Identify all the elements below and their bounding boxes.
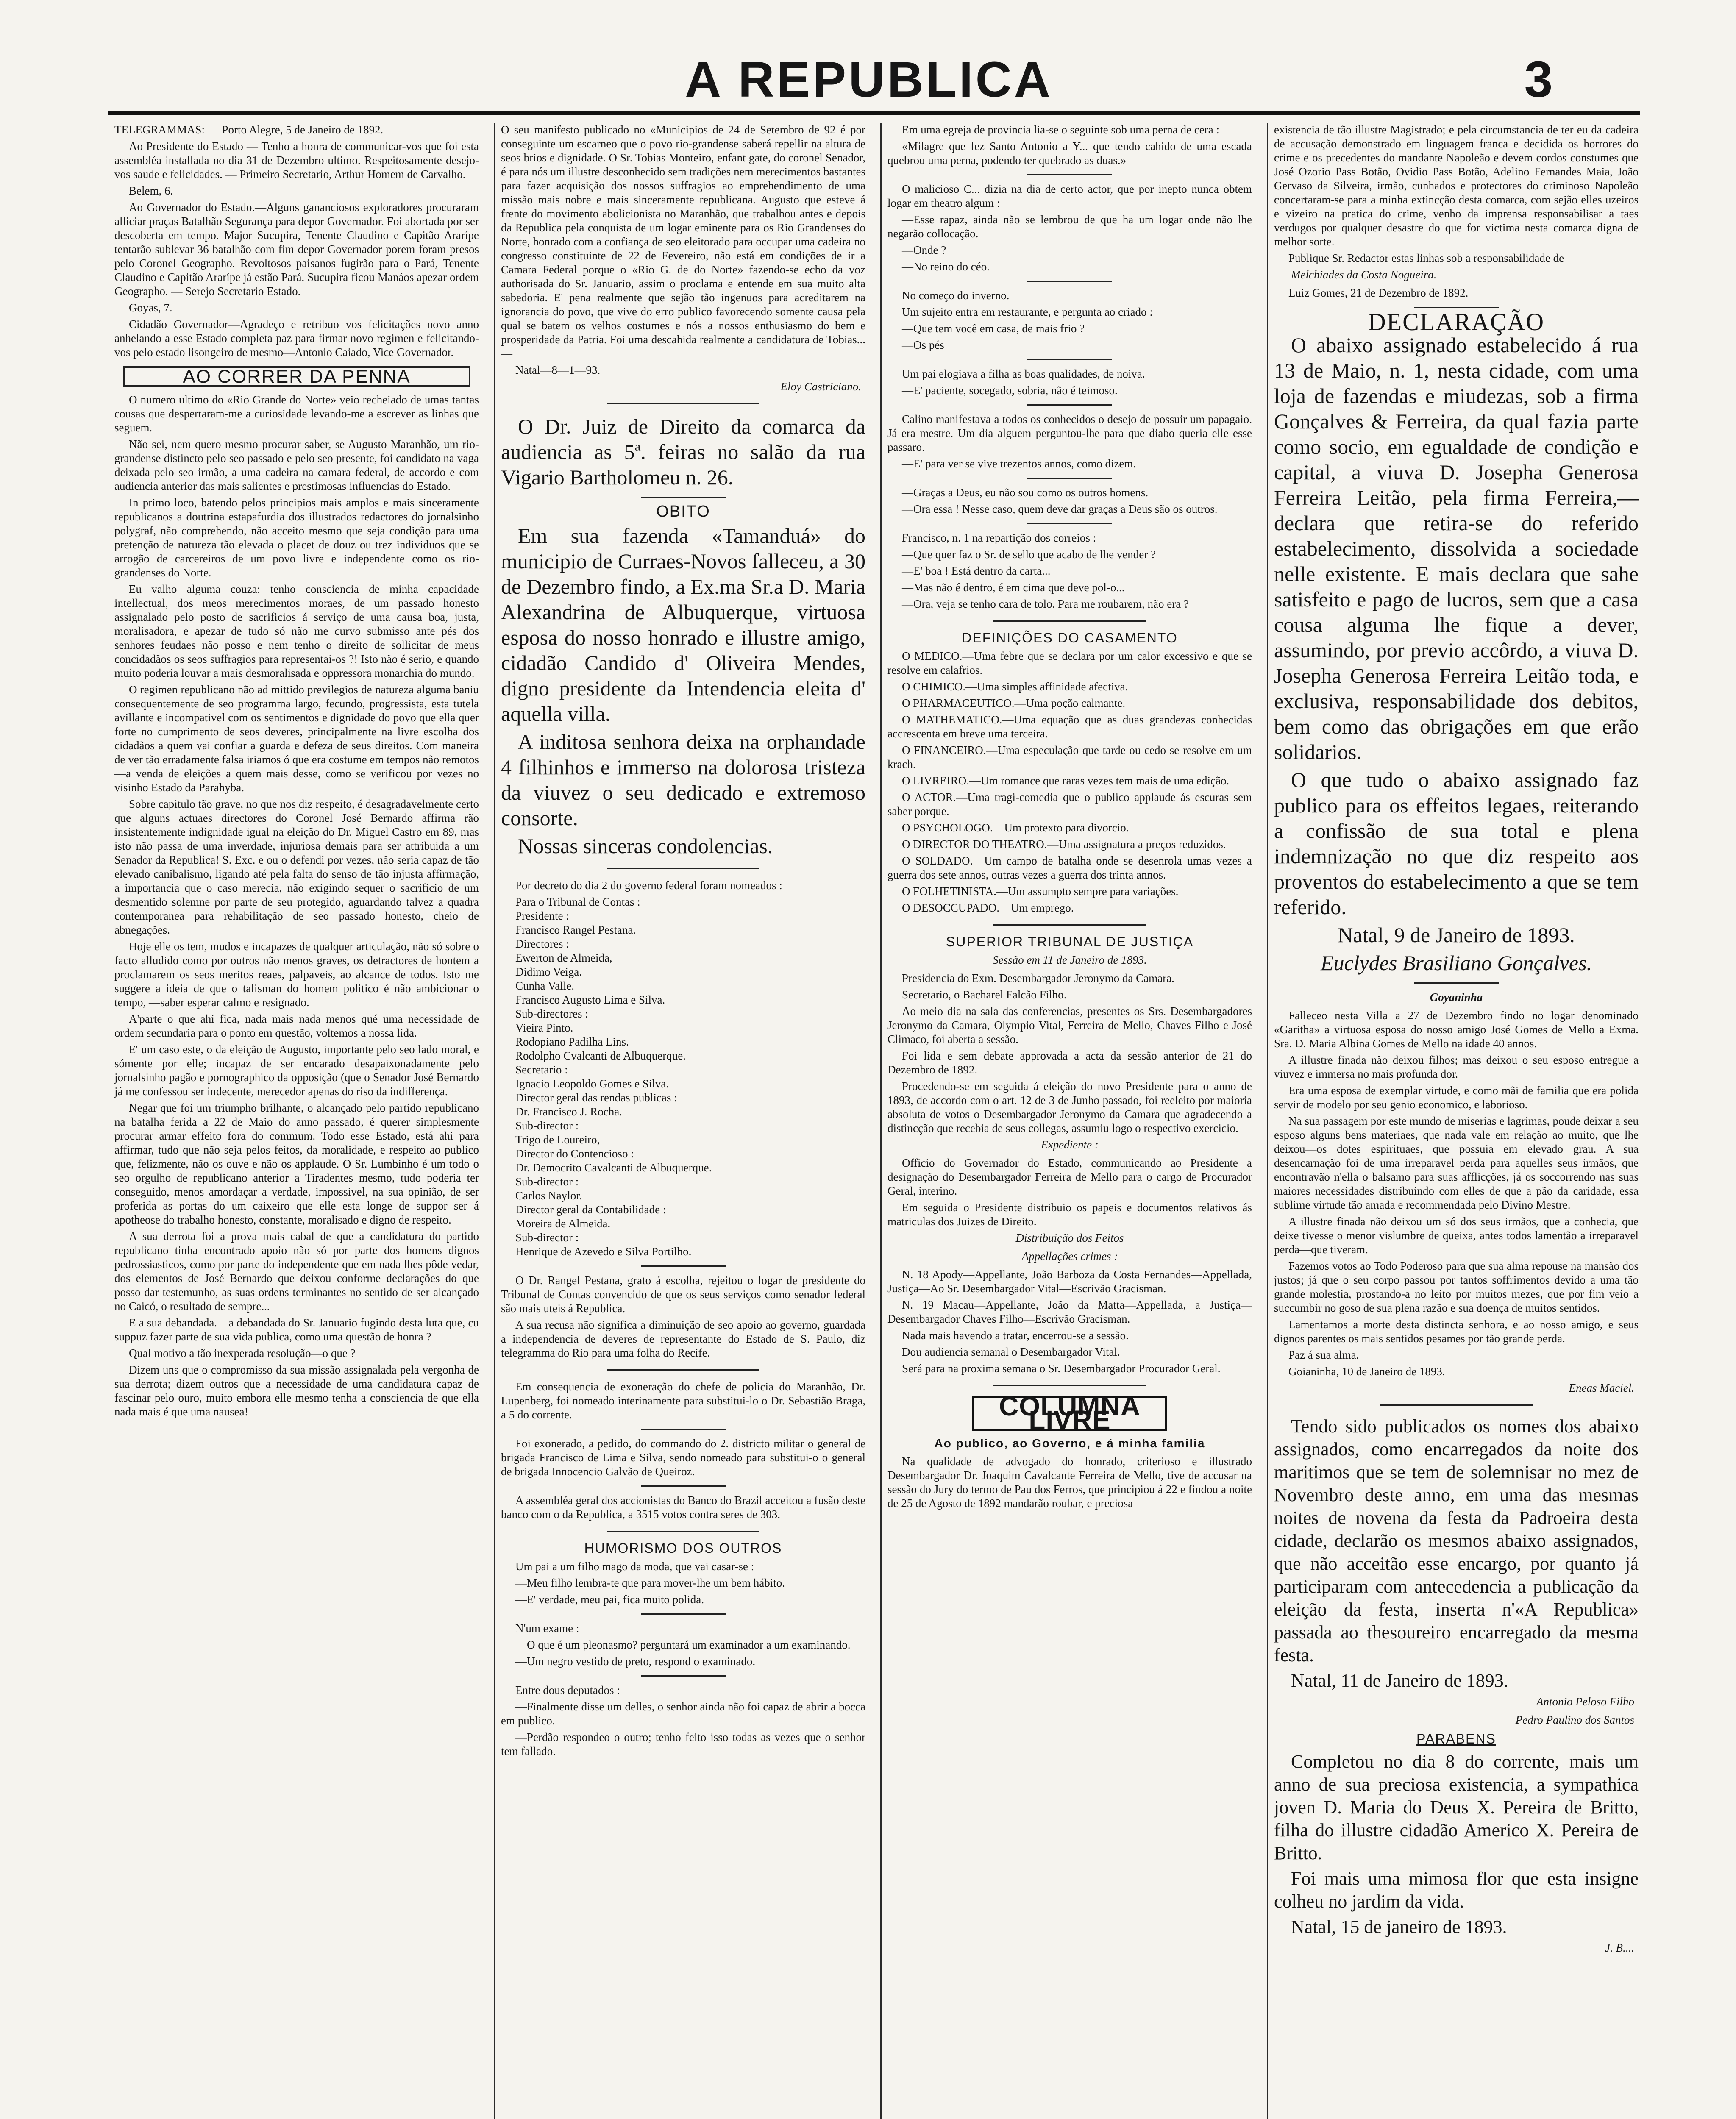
decreto-line: Carlos Naylor.: [515, 1189, 582, 1202]
anecdote-line: —Graças a Deus, eu não sou como os outros homens.: [902, 486, 1149, 499]
tribunal-paragraph: N. 19 Macau—Appellante, João da Matta—Appellada, a Justiça—Desembargador Chaves Filho—Escrivão Gracisman.: [887, 1299, 1252, 1325]
goyaninha-heading: Goyaninha: [1430, 991, 1483, 1004]
decreto-line: Francisco Augusto Lima e Silva.: [515, 993, 665, 1006]
column-1: [114, 123, 479, 2119]
anecdote-line: Em uma egreja de provincia lia-se o seguinte sob uma perna de cera :: [902, 123, 1219, 136]
humor-line: N'um exame :: [515, 1622, 579, 1635]
article-paragraph: Eu valho alguma couza: tenho consciencia de minha capacidade intellectual, dos meos merecimentos moraes, de um passado honesto assignalado pelo posto de sacrificios á serviço de uma causa boa, justa, moralisadora, e apezar de tudo só não me curvo submisso ante pés dos senhores feudaes não posso e nem tenho o direito de sollicitar de meus concidadãos os seos suffragios para representai-os ?! Isto não é serio, e quando muito poderia louvar a mais desmoralisada e oppressora monarchia do mundo.: [114, 583, 479, 679]
decreto-line: Director geral das rendas publicas :: [515, 1091, 677, 1104]
declaracao-section: [1274, 332, 1639, 976]
goyaninha-paragraph: Na sua passagem por este mundo de miserias e lagrimas, poude deixar a seu esposo alguns bens materiaes, que nada vale em relação ao muito, que lhe deixou—os dotes espirituaes, que possuia em elevado grau. A sua desencarnação foi de uma irreparavel perda para aquelles seus irmãos, que encontravão n'ella o balsamo para suas afflicções, já os soccorrendo nas suas maiores necessidades distribuindo com elles de que a pão da caridade, essa sublime virtude tão amada e recommendada pelo Divino Mestre.: [1274, 1115, 1639, 1211]
article-ao-correr-da-penna: [114, 393, 479, 1419]
telegrams-section: [114, 123, 479, 359]
anecdotes-section: [887, 123, 1252, 611]
appellacoes-heading: Appellações crimes :: [1021, 1250, 1118, 1263]
definition-line: O DESOCCUPADO.—Um emprego.: [902, 901, 1074, 914]
columna-livre-paragraph: Publique Sr. Redactor estas linhas sob a responsabilidade de: [1288, 252, 1564, 264]
separator-rule: [641, 497, 726, 498]
humor-line: Um pai a um filho mago da moda, que vai casar-se :: [515, 1560, 754, 1573]
column-divider: [494, 123, 495, 2119]
decreto-line: Secretario :: [515, 1063, 568, 1076]
article-paragraph: E' um caso este, o da eleição de Augusto, importante pelo seo lado moral, e sómente por elle; incapaz de ser encarado desapaixonadamente pelo jornalsinho pagão e pornographico da opposição (que o Senador José Bernardo já me confessou ser indecente, merecedor apenas do riso da indifferença.: [114, 1043, 479, 1098]
goyaninha-paragraph: Fazemos votos ao Todo Poderoso para que sua alma repouse na mansão dos justos; já que o seu corpo passou por tantos soffrimentos devido a uma tão grande molestia, prostando-a no leito por muitos mezes, que por fim veio a succumbir no goso de sua plena razão e sua doença de muitos sentidos.: [1274, 1260, 1639, 1314]
masthead: [0, 0, 1736, 110]
masthead-rule: [108, 111, 1640, 115]
expediente-heading: Expediente :: [1041, 1138, 1099, 1151]
goyaninha-section: [1274, 1009, 1639, 1395]
article-paragraph: O seu manifesto publicado no «Municipios de 24 de Setembro de 92 é por conseguinte um escarneo que o povo rio-grandense saberá repellir na altura de seos brios e dignidade. O Sr. Tobias Monteiro, enfant gate, do coronel Senador, é para nós um illustre desconhecido sem tradições nem merecimentos bastantes para fazer acquisição dos nossos suffragios ao emprehendimento de uma missão mais nobre e mais sinceramente republicana. Augusto que esteve á frente do movimento abolicionista no Maranhão, que trabalhou antes e depois da Republica pela conquista de um logar eminente para os Rio Grandenses do Norte, honrado com a confiança de seo eleitorado para occupar uma cadeira no congresso constituinte de 22 de Fevereiro, não está em condições de ir a Camara Federal porque o «Rio G. de do Norte» fazendo-se echo da voz authorisada do Sr. Januario, assim o proclama e entende em sua muito alta sabedoria. E' pena realmente que sejão tão ingenuos para acreditarem na ignorancia do povo, que vive do erro publico favorecendo somente causa pela qual se batem os velhos costumes e nós a nossos enthusiasmo do bem e prosperidade da Patria. Foi uma descahida realmente a candidatura de Tobias...—: [501, 123, 865, 360]
section-heading-columna-livre: COLUMNA LIVRE: [972, 1396, 1167, 1431]
anecdote-line: —No reino do céo.: [902, 260, 990, 273]
humor-line: —O que é um pleonasmo? perguntará um examinador a um examinando.: [515, 1638, 851, 1651]
pestana-paragraph: O Dr. Rangel Pestana, grato á escolha, rejeitou o logar de presidente do Tribunal de Contas convencido de que os seus serviços como senador federal são mais uteis á Republica.: [501, 1274, 865, 1315]
news-paragraph: Em consequencia de exoneração do chefe de policia do Maranhão, Dr. Lupenberg, foi nomeado interinamente para substitui-lo o Dr. Sebastião Braga, a 5 do corrente.: [501, 1380, 865, 1421]
section-heading-definicoes: DEFINIÇÕES DO CASAMENTO: [962, 630, 1178, 645]
separator-rule: [1027, 359, 1112, 360]
separator-rule: [607, 1369, 760, 1371]
anecdote-line: —Ora essa ! Nesse caso, quem deve dar graças a Deus são os outros.: [902, 503, 1218, 515]
humor-line: —Finalmente disse um delles, o senhor ainda não foi capaz de abrir a bocca em publico.: [501, 1700, 865, 1727]
article-paragraph: In primo loco, batendo pelos principios mais amplos e mais sinceramente republicanos a doutrina estapafurdia dos illustrados redactores do jornalsinho polygraf, não comprehendo, não acceito mesmo que seja condição para uma pretenção de natureza tão elevada o placet de douz ou trez individuos que se arrogão de carcereiros de um povo livre e independente como os rio-grandenses do Norte.: [114, 496, 479, 579]
decreto-line: Rodopiano Padilha Lins.: [515, 1035, 629, 1048]
section-heading-parabens: PARABENS: [1416, 1731, 1496, 1746]
notice-juiz: [501, 414, 865, 490]
anecdote-line: —Que tem você em casa, de mais frio ?: [902, 322, 1085, 335]
anecdote-line: Francisco, n. 1 na repartição dos correios :: [902, 531, 1096, 544]
novena-paragraph: Tendo sido publicados os nomes dos abaixo assignados, como encarregados da noite dos maritimos que se tem de solemnisar no mez de Novembro deste anno, em uma das mesmas noites de novena da festa da Padroeira desta cidade, declarão os mesmos abaixo assignados, que não acceitão esse encargo, por quanto já participaram com antecedencia a publicação da eleição da festa, inserta n'«A Republica» passada ao thesoureiro encarregado da mesma festa.: [1274, 1416, 1639, 1666]
definition-line: O CHIMICO.—Uma simples affinidade afectiva.: [902, 680, 1128, 693]
anecdote-line: Um sujeito entra em restaurante, e pergunta ao criado :: [902, 306, 1153, 318]
columna-livre-signature: Melchiades da Costa Nogueira.: [1291, 268, 1437, 281]
humor-line: —Meu filho lembra-te que para mover-lhe um bem hábito.: [515, 1577, 785, 1589]
novena-section: [1274, 1415, 1639, 1692]
anecdote-line: Um pai elogiava a filha as boas qualidades, de noiva.: [902, 367, 1145, 380]
tribunal-section: [887, 971, 1252, 1376]
parabens-signature: J. B....: [1605, 1941, 1634, 1954]
obito-section: [501, 523, 865, 859]
telegram-paragraph: Ao Presidente do Estado — Tenho a honra de communicar-vos que foi esta assembléa installada no dia 31 de Dezembro ultimo. Respeitosamente desejo-vos saude e felicidades. — Primeiro Secretario, Arthur Homem de Carvalho.: [114, 140, 479, 181]
separator-rule: [1027, 478, 1112, 479]
decreto-line: Trigo de Loureiro,: [515, 1133, 600, 1146]
anecdote-line: O malicioso C... dizia na dia de certo actor, que por inepto nunca obtem logar em theatro algum :: [887, 183, 1252, 209]
anecdote-line: —Os pés: [902, 339, 944, 351]
column-4: [1274, 123, 1639, 2119]
separator-rule: [1414, 982, 1499, 984]
humor-line: Entre dous deputados :: [515, 1684, 620, 1696]
telegram-paragraph: Ao Governador do Estado.—Alguns gananciosos exploradores procuraram alliciar praças Batalhão Segurança para depor Governador. Foi abortada por ser descoberta em tempo. Major Sucupira, Tenente Claudino e Capitão Ararípe tentarão sublevar 36 batalhão com fim depor Governador porem foram presos pelo Coronel Geographo. Revoltosos paisanos fugirão para o Pará, Tenente Claudino e Capitão Ararípe já estão Pará. Sucupira ficou Manáos apezar ordem Geographo. — Serejo Secretario Estado.: [114, 201, 479, 298]
column-divider: [880, 123, 882, 2119]
section-heading-superior-tribunal: SUPERIOR TRIBUNAL DE JUSTIÇA: [946, 934, 1194, 949]
novena-signature: Antonio Peloso Filho: [1536, 1695, 1634, 1708]
separator-rule: [1027, 404, 1112, 406]
novena-signature: Pedro Paulino dos Santos: [1515, 1713, 1634, 1726]
decreto-line: Vieira Pinto.: [515, 1021, 573, 1034]
decreto-line: Presidente :: [515, 909, 569, 922]
anecdote-line: —Onde ?: [902, 244, 946, 256]
decreto-line: Henrique de Azevedo e Silva Portilho.: [515, 1245, 692, 1258]
decreto-line: Ewerton de Almeida,: [515, 951, 612, 964]
section-heading-ao-correr-da-penna: AO CORRER DA PENNA: [123, 366, 470, 387]
publico-paragraph: Na qualidade de advogado do honrado, criterioso e illustrado Desembargador Dr. Joaquim Cavalcante Ferreira de Mello, tive de accusar na sessão do Jury do termo de Pau dos Ferros, que principiou á 22 e findou a noite de 25 de Agosto de 1892 mandarão roubar, e preciosa: [887, 1455, 1252, 1510]
humor-section: [501, 1560, 865, 1758]
tribunal-paragraph: Dou audiencia semanal o Desembargador Vital.: [902, 1346, 1120, 1358]
tribunal-paragraph: Presidencia do Exm. Desembargador Jeronymo da Camara.: [902, 972, 1174, 984]
decreto-line: Ignacio Leopoldo Gomes e Silva.: [515, 1077, 669, 1090]
definition-line: O MATHEMATICO.—Uma equação que as duas grandezas conhecidas accrescenta em breve uma terceira.: [887, 713, 1252, 740]
tribunal-paragraph: Foi lida e sem debate approvada a acta da sessão anterior de 21 do Dezembro de 1892.: [887, 1049, 1252, 1076]
decreto-line: Francisco Rangel Pestana.: [515, 923, 636, 936]
decreto-line: Sub-director :: [515, 1119, 579, 1132]
definition-line: O PSYCHOLOGO.—Um protexto para divorcio.: [902, 821, 1129, 834]
definition-line: O FOLHETINISTA.—Um assumpto sempre para variações.: [902, 885, 1179, 898]
decreto-list: [501, 895, 865, 1259]
decreto-line: Dr. Francisco J. Rocha.: [515, 1105, 622, 1118]
tribunal-paragraph: N. 18 Apody—Appellante, João Barboza da Costa Fernandes—Appellada, Justiça—Ao Sr. Desembargador Vital—Escrivão Gracisman.: [887, 1268, 1252, 1295]
telegram-paragraph: Goyas, 7.: [129, 301, 172, 314]
distribuicao-heading: Distribuição dos Feitos: [1015, 1232, 1124, 1244]
article-paragraph: E a sua debandada.—a debandada do Sr. Januario fugindo desta luta que, cu suppuz fazer parte de sua vida publica, como uma questão de honra ?: [114, 1316, 479, 1343]
tribunal-paragraph: Será para na proxima semana o Sr. Desembargador Procurador Geral.: [902, 1362, 1221, 1375]
article-paragraph: Não sei, nem quero mesmo procurar saber, se Augusto Maranhão, um rio-grandense distincto pelo seo passado e pelo seo presente, foi candidato na vaga deixada pelo seo irmão, a uma cadeira na camara federal, de accordo e com audiencia anterior das mais salientes e prestimosas influencias do Estado.: [114, 438, 479, 492]
anecdote-line: «Milagre que fez Santo Antonio a Y... que tendo cahido de uma escada quebrou uma perna, podendo ter quebrado as duas.»: [887, 140, 1252, 167]
definition-line: O ACTOR.—Uma tragi-comedia que o publico applaude ás escuras sem saber porque.: [887, 791, 1252, 818]
obito-paragraph: Nossas sinceras condolencias.: [518, 834, 773, 858]
tribunal-paragraph: Nada mais havendo a tratar, encerrou-se a sessão.: [902, 1329, 1129, 1342]
anecdote-line: —Mas não é dentro, é em cima que deve pol-o...: [902, 581, 1125, 594]
separator-rule: [993, 1385, 1146, 1386]
separator-rule: [1380, 1404, 1533, 1406]
decreto-line: Sub-director :: [515, 1231, 579, 1244]
telegram-paragraph: Belem, 6.: [129, 184, 173, 197]
telegram-paragraph: TELEGRAMMAS: — Porto Alegre, 5 de Janeiro de 1892.: [114, 123, 384, 136]
novena-date: Natal, 11 de Janeiro de 1893.: [1291, 1670, 1508, 1691]
declaracao-signature: Euclydes Brasiliano Gonçalves.: [1320, 951, 1592, 975]
section-heading-declaracao: DECLARAÇÃO: [1368, 308, 1545, 336]
declaracao-paragraph: O abaixo assignado estabelecido á rua 13 de Maio, n. 1, nesta cidade, com uma loja de fazendas e miudezas, sob a firma Gonçalves & Ferreira, da qual fazia parte como socio, em egualdade de condição e capital, a viuva D. Josepha Generosa Ferreira Leitão, pela firma Ferreira,—declara que retira-se do referido estabelecimento, dissolvida a sociedade nelle existente. E mais declara que sahe satisfeito e pago de lucros, sem que a casa cousa alguma lhe fique a dever, assumindo, por previo accôrdo, a viuva D. Josepha Generosa Ferreira Leitão toda, e exclusiva, responsabilidade dos debitos, bem como das obrigações em que erão solidarios.: [1274, 333, 1639, 764]
obito-paragraph: Em sua fazenda «Tamanduá» do municipio de Curraes-Novos falleceu, a 30 de Dezembro findo, a Ex.ma Sr.a D. Maria Alexandrina de Albuquerque, virtuosa esposa do nosso honrado e illustre amigo, cidadão Candido d' Oliveira Mendes, digno presidente da Intendencia eleita d' aquella villa.: [501, 524, 865, 726]
decreto-line: Sub-director :: [515, 1175, 579, 1188]
declaracao-date: Natal, 9 de Janeiro de 1893.: [1338, 923, 1575, 947]
article-paragraph: Dizem uns que o compromisso da sua missão assignalada pela vergonha de sua derrota; dizem outros que a necessidade de uma candidatura capaz de fascinar pelo ouro, muito embora elle mesmo tenha a consciencia de que ella nada mais é que uma nausea!: [114, 1363, 479, 1418]
anecdote-line: —E' boa ! Está dentro da carta...: [902, 565, 1051, 577]
anecdote-line: —Que quer faz o Sr. de sello que acabo de lhe vender ?: [902, 548, 1156, 561]
tribunal-paragraph: Ao meio dia na sala das conferencias, presentes os Srs. Desembargadores Jeronymo da Camara, Olympio Vital, Ferreira de Mello, Chaves Filho e José Climaco, foi aberta a sessão.: [887, 1005, 1252, 1046]
decreto-line: Moreira de Almeida.: [515, 1217, 611, 1230]
humor-line: —Um negro vestido de preto, respond o examinado.: [515, 1655, 756, 1668]
article-paragraph: O regimen republicano não ad mittido previlegios de natureza alguma baniu consequentemente de seo programma largo, fecundo, progressista, esta tutela avillante e incompativel com os sentimentos e dignidade do povo que ella quer forte no cumprimento de seos deveres, principalmente na livre escolha dos cidadãos a quem vai confiar a guarda e defeza de seus direitos. Com maneira de ver tão erradamente falsa iriamos ó que era costume em tempos não remotos—a venda de eleições a quem mais desse, como se verificou por vezes no visinho Estado da Parahyba.: [114, 683, 479, 794]
decreto-line: Rodolpho Cvalcanti de Albuquerque.: [515, 1049, 686, 1062]
newspaper-title: A REPUBLICA: [685, 52, 1053, 108]
publico-heading: Ao publico, ao Governo, e á minha familia: [934, 1437, 1205, 1450]
article-paragraph: Hoje elle os tem, mudos e incapazes de qualquer articulação, não só sobre o facto alludido como por outros não menos graves, os detractores de hontem a proclamarem os seos meritos reaes, palpaveis, ao alcance de todos. Isto me suggere a ideia de que o talisman do homem politico é não ambicionar o tempo, —saber esperar calmo e resignado.: [114, 940, 479, 1009]
decreto-line: Directores :: [515, 937, 569, 950]
tribunal-paragraph: Secretario, o Bacharel Falcão Filho.: [902, 988, 1067, 1001]
decreto-intro: Por decreto do dia 2 do governo federal foram nomeados :: [515, 879, 782, 892]
decreto-line: Dr. Democrito Cavalcanti de Albuquerque.: [515, 1161, 712, 1174]
columna-livre-date: Luiz Gomes, 21 de Dezembro de 1892.: [1288, 286, 1469, 299]
goyaninha-paragraph: A illustre finada não deixou um só dos seus irmãos, que a conhecia, que deixe tivesse o menor vislumbre de queixa, antes todos lamentão a irreparavel perda—que tiveram.: [1274, 1215, 1639, 1256]
goyaninha-paragraph: Falleceo nesta Villa a 27 de Dezembro findo no logar denominado «Garitha» a virtuosa esposa do nosso amigo José Gomes de Mello a Exma. Sra. D. Maria Albina Gomes de Mello na idade 40 annos.: [1274, 1009, 1639, 1050]
definition-line: O LIVREIRO.—Um romance que raras vezes tem mais de uma edição.: [902, 774, 1230, 787]
separator-rule: [641, 1485, 726, 1487]
section-heading-humorismo: HUMORISMO DOS OUTROS: [584, 1541, 782, 1556]
parabens-paragraph: Completou no dia 8 do corrente, mais um anno de sua preciosa existencia, a sympathica joven D. Maria do Deus X. Pereira de Britto, filha do illustre cidadão Americo X. Pereira de Britto.: [1274, 1751, 1639, 1863]
parabens-section: [1274, 1750, 1639, 1938]
article-paragraph: O numero ultimo do «Rio Grande do Norte» veio recheiado de umas tantas cousas que despertaram-me a curiosidade levando-me a escrever as linhas que seguem.: [114, 393, 479, 434]
declaracao-paragraph: O que tudo o abaixo assignado faz publico para os effeitos legaes, reiterando a confissão de sua total e plena indemnização no que diz respeito aos proventos do estabelecimento a que se tem referido.: [1274, 768, 1639, 919]
page-number: 3: [1524, 51, 1553, 108]
columna-livre-paragraph: existencia de tão illustre Magistrado; e pela circumstancia de ter eu da cadeira de accusação demonstrado em linguagem franca e decidida os horrores do crime e os precedentes do mandante Napoleão e devem cordos constumes que José Ozorio Pass Botão, Ovidio Pass Botão, Adelino Fernandes Maia, João Gervaso da Silveira, irmão, cunhados e protectores do criminoso Napoleão concertaram-se para a minha extincção desta comarca, com sejão elles uzeiros e vizeiro na pratica do crime, venho da imprensa responsabilisar a taes verdugos por qualquer desastre do que for victima nesta comarca digna de melhor sorte.: [1274, 123, 1639, 248]
tribunal-paragraph: Em seguida o Presidente distribuio os papeis e documentos relativos ás matriculas dos Juizes de Direito.: [887, 1201, 1252, 1228]
decreto-line: Sub-directores :: [515, 1007, 588, 1020]
column-divider: [1267, 123, 1268, 2119]
anecdote-line: —Esse rapaz, ainda não se lembrou de que ha um logar onde não lhe negarão collocação.: [887, 213, 1252, 240]
humor-line: —Perdão respondeo o outro; tenho feito isso todas as vezes que o senhor tem fallado.: [501, 1731, 865, 1757]
separator-rule: [607, 403, 760, 404]
obito-paragraph: A inditosa senhora deixa na orphandade 4 filhinhos e immerso na dolorosa tristeza da viuvez o seu dedicado e extremoso consorte.: [501, 730, 865, 830]
news-paragraph: A assembléa geral dos accionistas do Banco do Brazil acceitou a fusão deste banco com o da Republica, a 3515 votos contra seres de 303.: [501, 1494, 865, 1521]
session-date: Sessão em 11 de Janeiro de 1893.: [993, 954, 1147, 966]
article-date: Natal—8—1—93.: [515, 364, 601, 376]
telegram-paragraph: Cidadão Governador—Agradeço e retribuo vos felicitações novo anno anhelando a esse Estado completa paz para firmar novo regimen e felicitando-vos pelo estado lisongeiro de mesmo—Antonio Caiado, Vice Governador.: [114, 318, 479, 359]
separator-rule: [641, 1613, 726, 1615]
tribunal-paragraph: Officio do Governador do Estado, communicando ao Presidente a designação do Desembargador Ferreira de Mello para o cargo de Procurador Geral, interino.: [887, 1157, 1252, 1197]
definition-line: O DIRECTOR DO THEATRO.—Uma assignatura a preços reduzidos.: [902, 838, 1226, 851]
separator-rule: [607, 1531, 760, 1532]
goyaninha-paragraph: Paz á sua alma.: [1288, 1349, 1359, 1361]
anecdote-line: —E' para ver se vive trezentos annos, como dizem.: [902, 457, 1136, 470]
article-paragraph: A'parte o que ahi fica, nada mais nada menos qué uma necessidade de ordem secundaria para o ponto em questão, voltemos a nossa lida.: [114, 1012, 479, 1039]
definition-line: O SOLDADO.—Um campo de batalha onde se desenrola umas vezes a guerra dos sete annos, outras vezes a guerra dos trinta annos.: [887, 854, 1252, 881]
article-signature: Eloy Castriciano.: [780, 380, 861, 393]
decreto-line: Didimo Veiga.: [515, 965, 582, 978]
notice-paragraph: O Dr. Juiz de Direito da comarca da audiencia as 5ª. feiras no salão da rua Vigario Bartholomeu n. 26.: [501, 414, 865, 489]
decreto-line: Director geral da Contabilidade :: [515, 1203, 666, 1216]
separator-rule: [641, 1265, 726, 1267]
tribunal-paragraph: Procedendo-se em seguida á eleição do novo Presidente para o anno de 1893, de accordo com o art. 12 de 3 de Junho passado, foi reeleito por maioria absoluta de votos o Desembargador Jeronymo da Camara que agradecendo a distincção que recebia de seus collegas, assumiu logo o respectivo exercicio.: [887, 1080, 1252, 1135]
separator-rule: [1027, 174, 1112, 175]
separator-rule: [641, 1675, 726, 1677]
definition-line: O FINANCEIRO.—Uma especulação que tarde ou cedo se resolve em um krach.: [887, 744, 1252, 770]
anecdote-line: Calino manifestava a todos os conhecidos o desejo de possuir um papagaio. Já era mestre. Um dia alguem perguntou-lhe para que diabo queria elle esse passaro.: [887, 413, 1252, 453]
article-paragraph: Sobre capitulo tão grave, no que nos diz respeito, é desagradavelmente certo que alguns actuaes directores do Coronel José Bernardo affirma rão insistentemente indignidade igual na eleição do Dr. Miguel Castro em 89, mas isto não passa de uma inverdade, injuriosa demais para ser attribuida a um Senador da Republica! S. Exc. e ou o defendi por vezes, não seria capaz de tão elevado canibalismo, ligando até pela falta do senso de tão injusta affirmação, a importancia que o caso merecia, não exigindo sequer o sacrificio de um desmentido solemne por parte de seu protegido, aguardando talvez a quadra contemporanea para rehabilitação de seo passado honesto, cheio de abnegações.: [114, 798, 479, 936]
goyaninha-date: Goianinha, 10 de Janeiro de 1893.: [1288, 1365, 1445, 1378]
section-heading-obito: OBITO: [656, 503, 710, 520]
definition-line: O PHARMACEUTICO.—Uma poção calmante.: [902, 697, 1126, 709]
separator-rule: [993, 924, 1146, 926]
goyaninha-paragraph: Lamentamos a morte desta distincta senhora, e ao nosso amigo, e seus dignos parentes os mais sentidos pesames por tão grande perda.: [1274, 1318, 1639, 1345]
definitions-section: [887, 649, 1252, 915]
article-paragraph: Negar que foi um triumpho brilhante, o alcançado pelo partido republicano na batalha ferida a 22 de Maio do anno passado, é querer simplesmente procurar armar effeito fora do commum. Todo esse Estado, está ahi para affirmar, tudo que não seja pelos feitos, da moralidade, e respeito ao publico que, felizmente, não os ouve e não os applaude. O Sr. Lumbinho é um todo o seo orgulho de republicano anterior a Tiradentes mesmo, tudo poderia ter conseguido, menos amordaçar a verdade, impossivel, na sua opinião, de ser proferida as portas do um caixeiro que elle esta longe de suppor ser á apotheose do trabalho honesto, constante, moralisado e digno de respeito.: [114, 1101, 479, 1226]
goyaninha-paragraph: Era uma esposa de exemplar virtude, e como mãi de familia que era polida servir de modelo por seu genio economico, e laborioso.: [1274, 1084, 1639, 1111]
separator-rule: [993, 620, 1146, 622]
separator-rule: [1027, 523, 1112, 524]
separator-rule: [1027, 281, 1112, 282]
column-3: [887, 123, 1252, 2119]
decreto-line: Cunha Valle.: [515, 979, 574, 992]
separator-rule: [607, 868, 760, 869]
humor-line: —E' verdade, meu pai, fica muito polida.: [515, 1593, 704, 1606]
goyaninha-signature: Eneas Maciel.: [1569, 1382, 1634, 1394]
goyaninha-paragraph: A illustre finada não deixou filhos; mas deixou o seu esposo entregue a viuvez e immersa no mais profunda dor.: [1274, 1054, 1639, 1080]
column-2: [501, 123, 865, 2119]
definition-line: O MEDICO.—Uma febre que se declara por um calor excessivo e que se resolve em calafrios.: [887, 650, 1252, 676]
parabens-paragraph: Foi mais uma mimosa flor que esta insigne colheu no jardim da vida.: [1274, 1868, 1639, 1912]
article-paragraph: A sua derrota foi a prova mais cabal de que a candidatura do partido republicano tinha encontrado apoio não só por parte dos homens dignos pedrossiasticos, como por parte do independente que em nada lhes pôde vedar, dos elementos de José Bernardo que deixou conforme declarações do que posso dar testemunho, as suas ordens terminantes no sentido de ser alcançado no Caicó, o resultado de sempre...: [114, 1230, 479, 1313]
decreto-line: Para o Tribunal de Contas :: [515, 895, 640, 908]
pestana-paragraph: A sua recusa não significa a diminuição de seo apoio ao governo, guardada a independencia de deveres de representante do Estado de S. Paulo, diz telegramma do Rio para uma folha do Recife.: [501, 1318, 865, 1359]
parabens-date: Natal, 15 de janeiro de 1893.: [1291, 1916, 1507, 1937]
decreto-line: Director do Contencioso :: [515, 1147, 634, 1160]
anecdote-line: —E' paciente, socegado, sobria, não é teimoso.: [902, 384, 1118, 397]
news-paragraph: Foi exonerado, a pedido, do commando do 2. districto militar o general de brigada Francisco de Lima e Silva, sendo nomeado para substitui-o o general de brigada Innocencio Galvão de Queiroz.: [501, 1437, 865, 1478]
article-paragraph: Qual motivo a tão inexperada resolução—o que ?: [129, 1347, 356, 1360]
anecdote-line: No começo do inverno.: [902, 289, 1010, 302]
separator-rule: [641, 1429, 726, 1430]
anecdote-line: —Ora, veja se tenho cara de tolo. Para me roubarem, não era ?: [902, 598, 1189, 610]
